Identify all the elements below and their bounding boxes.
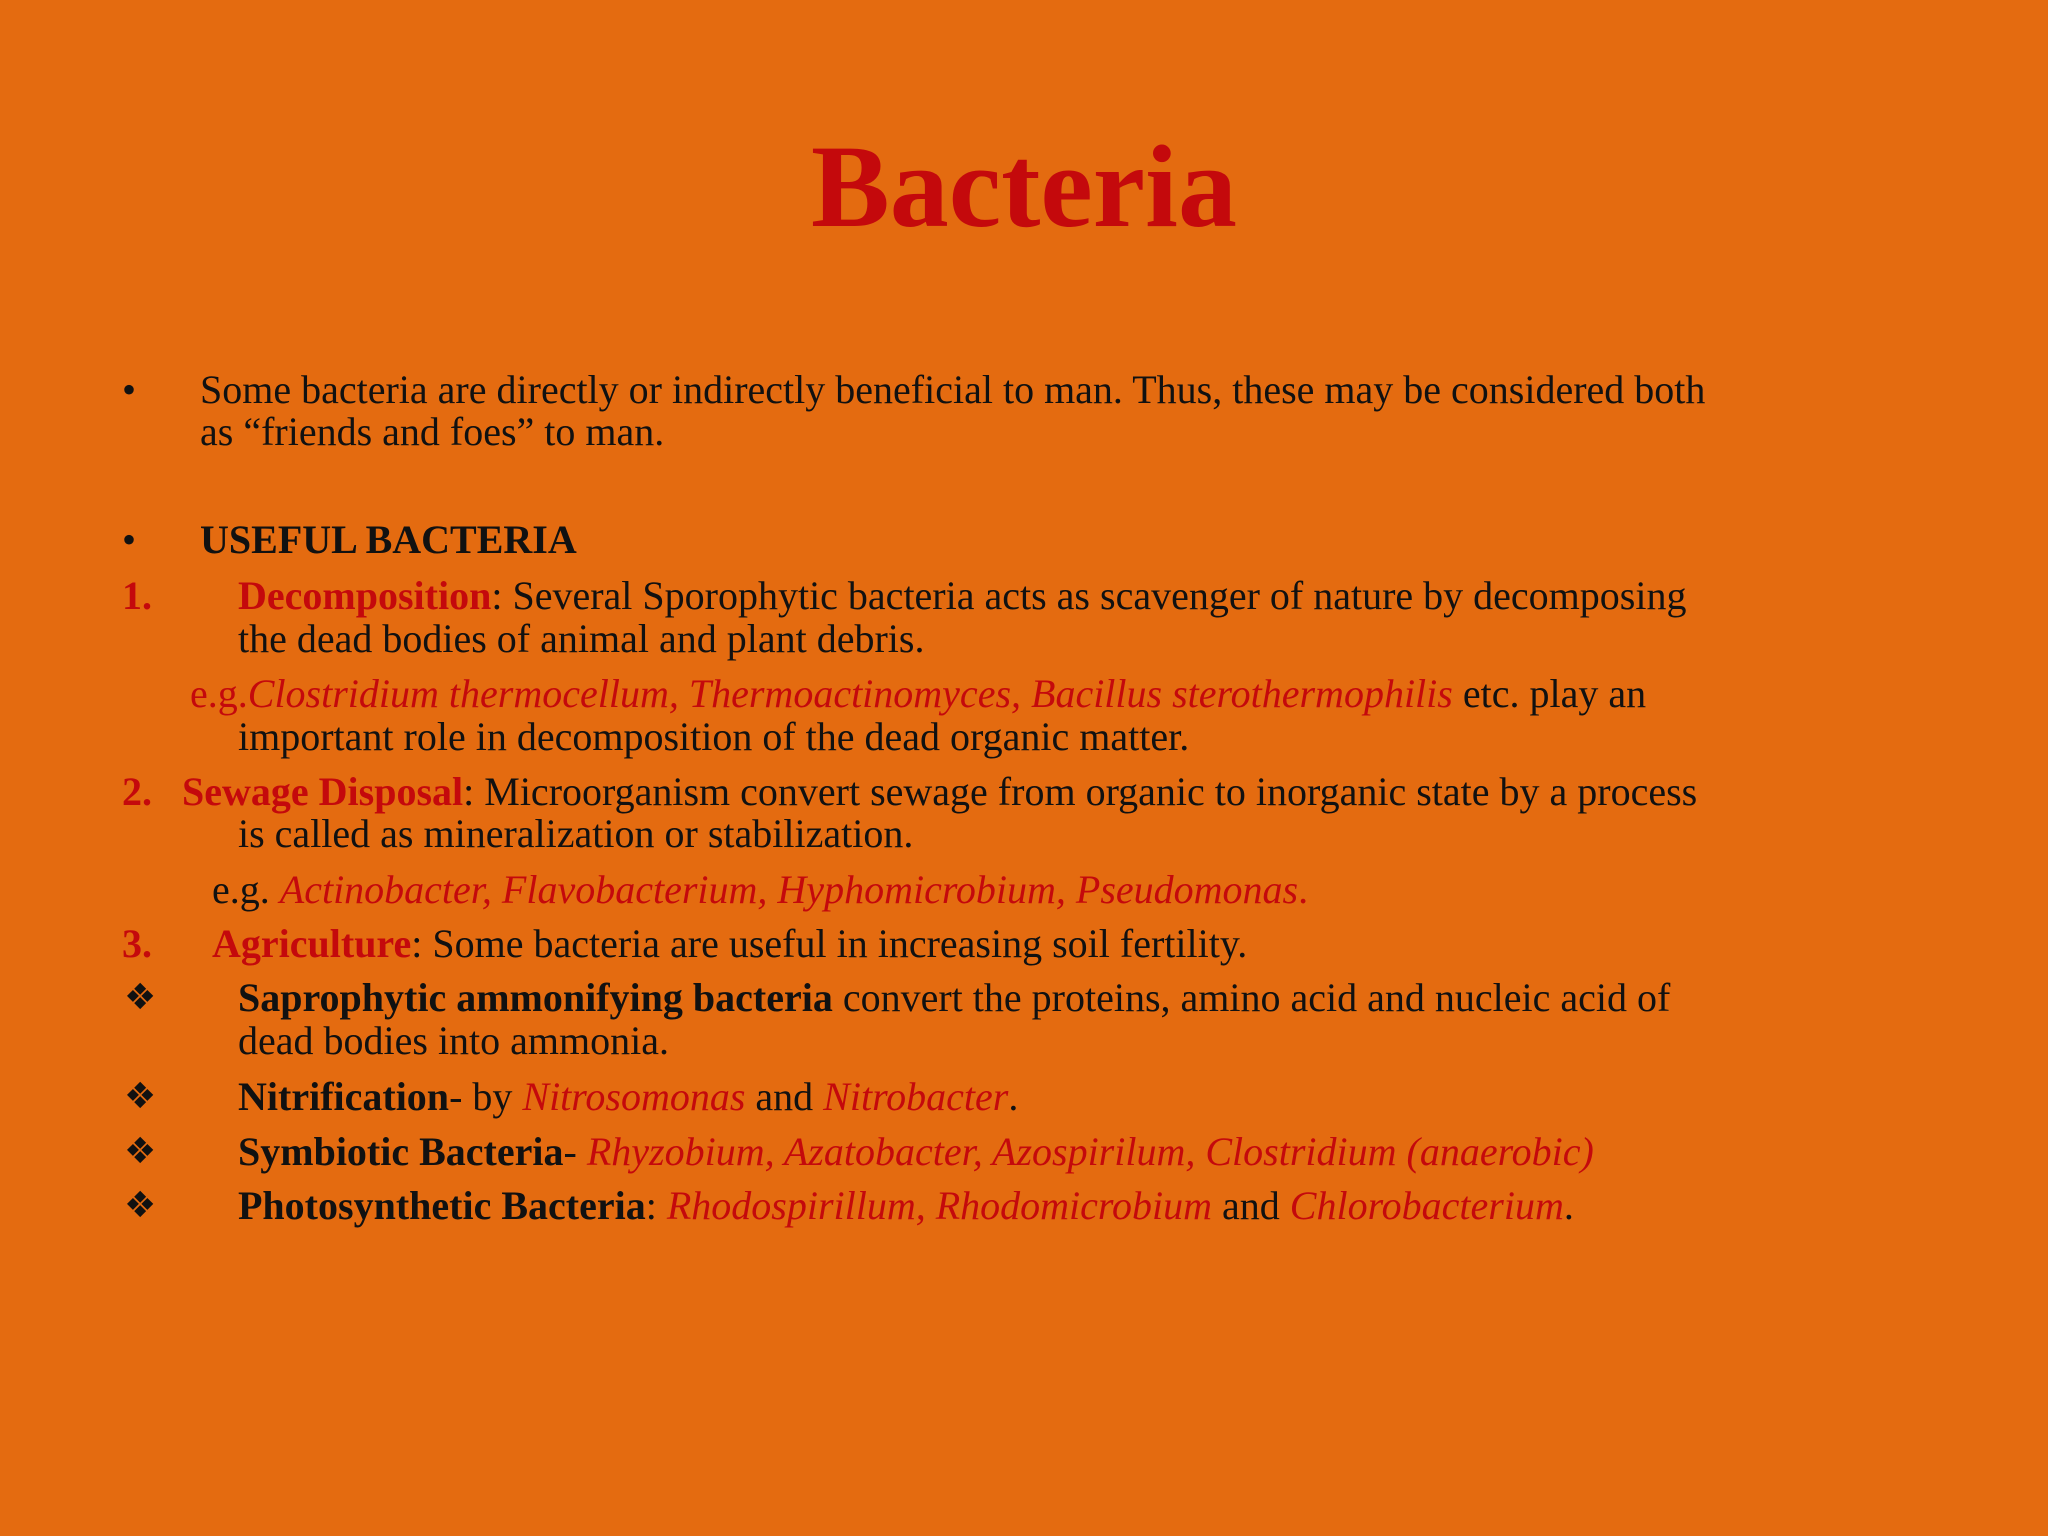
agriculture-term: Agriculture [212, 921, 412, 966]
symbiotic-species: Rhyzobium, Azatobacter, Azospirilum, Clostridium (anaerobic) [586, 1129, 1594, 1174]
sewage-example-end: . [1298, 867, 1309, 912]
nitrification-term: Nitrification [238, 1074, 450, 1119]
item-number: 3. [122, 921, 152, 966]
nitrosomonas: Nitrosomonas [522, 1074, 746, 1119]
decomposition-example-line-1 [190, 672, 1925, 716]
diamond-bullet-icon: ❖ [124, 1076, 157, 1117]
decomposition-text: : Several Sporophytic bacteria acts as scavenger of nature by decomposing [491, 573, 1687, 618]
item-number: 2. [122, 769, 152, 814]
photosynthetic-species-1: Rhodospirillum, Rhodomicrobium [666, 1183, 1213, 1228]
bullet-marker: • [122, 517, 137, 562]
decomposition-term: Decomposition [238, 573, 492, 618]
useful-bacteria-heading: USEFUL BACTERIA [200, 517, 577, 562]
item-number: 1. [122, 573, 152, 618]
eg-prefix: e.g. [190, 671, 248, 716]
symbiotic-dash: - [563, 1129, 587, 1174]
nitrobacter: Nitrobacter [823, 1074, 1009, 1119]
decomposition-species: Clostridium thermocellum, Thermoactinomyces, Bacillus sterothermophilis [247, 671, 1453, 716]
decomposition-example-suffix: etc. play an [1452, 671, 1647, 716]
sewage-line-1 [182, 770, 1925, 814]
nitrification-by: - by [449, 1074, 523, 1119]
symbiotic-term: Symbiotic Bacteria [238, 1129, 564, 1174]
nitrification-line [238, 1075, 1018, 1119]
nitrification-end: . [1008, 1074, 1019, 1119]
agriculture-text: : Some bacteria are useful in increasing soil fertility. [411, 921, 1248, 966]
nitrification-and: and [745, 1074, 824, 1119]
sewage-species: Actinobacter, Flavobacterium, Hyphomicrobium, Pseudomonas [279, 867, 1299, 912]
sewage-example [212, 868, 1308, 912]
saprophytic-text: convert the proteins, amino acid and nucleic acid of [832, 975, 1671, 1020]
photosynthetic-and: and [1212, 1183, 1290, 1228]
eg-prefix: e.g. [212, 867, 280, 912]
decomposition-line-1 [238, 574, 1925, 618]
diamond-bullet-icon: ❖ [124, 977, 157, 1018]
saprophytic-line-1 [238, 976, 1925, 1020]
slide-title: Bacteria [811, 121, 1237, 252]
diamond-bullet-icon: ❖ [124, 1185, 157, 1226]
photosynthetic-species-2: Chlorobacterium [1289, 1183, 1564, 1228]
intro-line-1: Some bacteria are directly or indirectly beneficial to man. Thus, these may be considered both [200, 367, 1706, 412]
decomposition-example-line-2: important role in decomposition of the dead organic matter. [238, 714, 1190, 759]
photosynthetic-colon: : [645, 1183, 667, 1228]
saprophytic-term: Saprophytic ammonifying bacteria [238, 975, 833, 1020]
symbiotic-line [238, 1130, 1594, 1174]
photosynthetic-line [238, 1184, 1574, 1228]
intro-line-2: as “friends and foes” to man. [200, 409, 665, 454]
photosynthetic-end: . [1563, 1183, 1574, 1228]
decomposition-line-2: the dead bodies of animal and plant debris. [238, 616, 925, 661]
sewage-text: : Microorganism convert sewage from organic to inorganic state by a process [463, 769, 1698, 814]
bullet-marker: • [122, 367, 137, 412]
saprophytic-line-2: dead bodies into ammonia. [238, 1018, 670, 1063]
sewage-term: Sewage Disposal [182, 769, 464, 814]
photosynthetic-term: Photosynthetic Bacteria [238, 1183, 646, 1228]
agriculture-line [212, 922, 1247, 966]
sewage-line-2: is called as mineralization or stabilization. [238, 811, 914, 856]
diamond-bullet-icon: ❖ [124, 1131, 157, 1172]
